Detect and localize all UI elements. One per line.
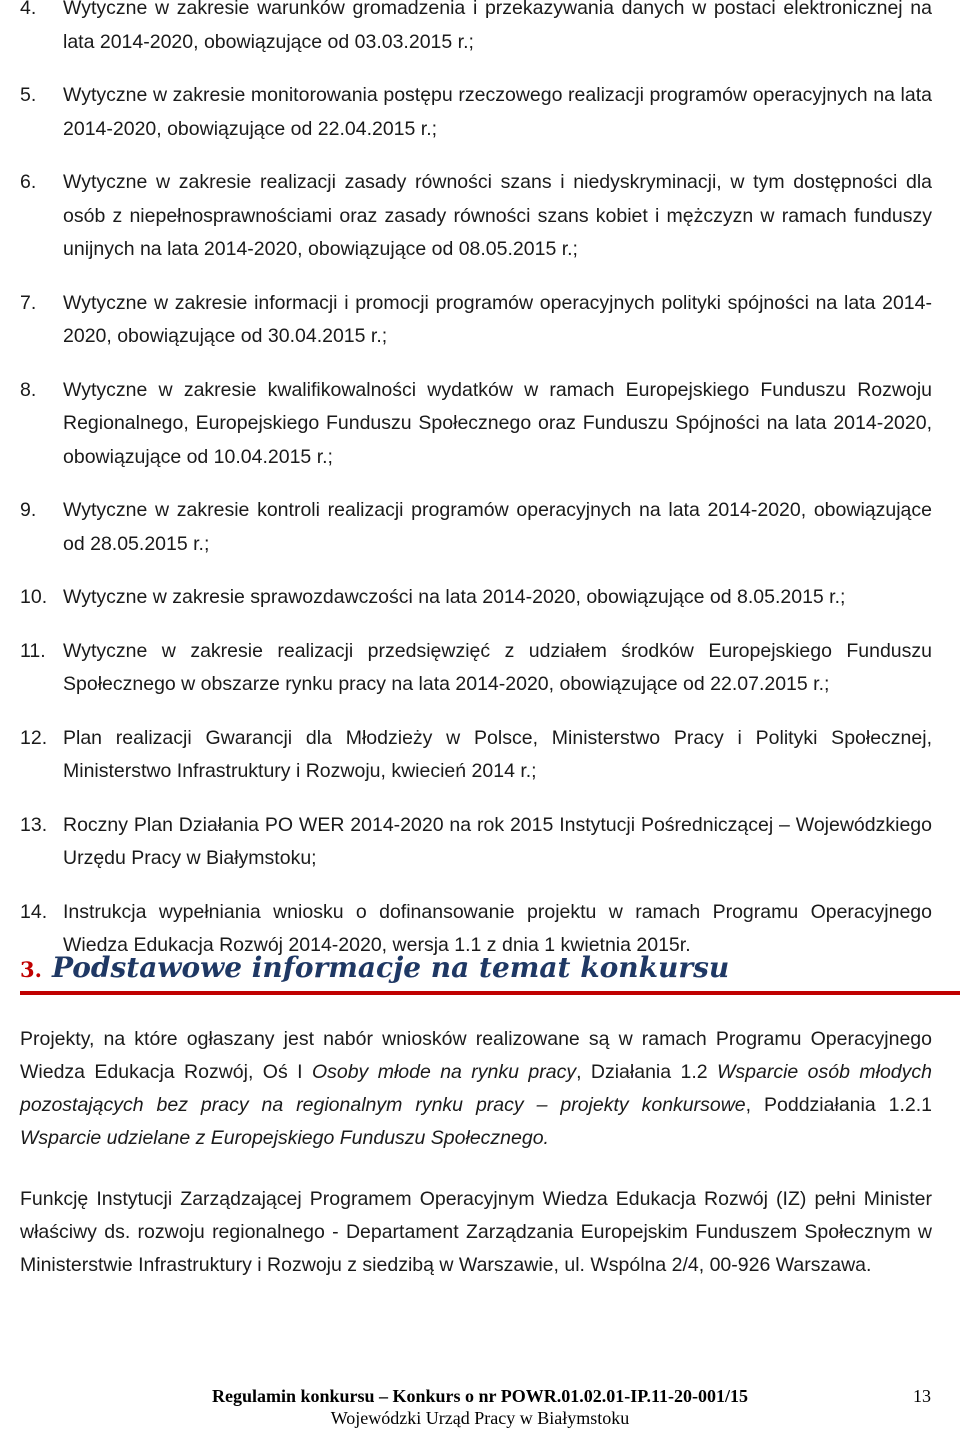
paragraph-text: Projekty, na które ogłaszany jest nabór wniosków realizowane są w ramach Programu Operacyjnego Wiedza Edukacja Rozwój, Oś I	[20, 1028, 932, 1083]
list-item-number: 14.	[20, 900, 48, 923]
section-number: 3.	[20, 957, 42, 982]
list-item-text: Wytyczne w zakresie kontroli realizacji programów operacyjnych na lata 2014-2020, obowiązujące od 28.05.2015 r.;	[63, 499, 932, 555]
list-item-text: Plan realizacji Gwarancji dla Młodzieży w Polsce, Ministerstwo Pracy i Polityki Społecznej, Ministerstwo Infrastruktury i Rozwoju, kwiecień 2014 r.;	[63, 726, 932, 782]
list-item-number: 6.	[20, 171, 37, 193]
list-item-number: 11.	[20, 639, 46, 662]
list-item-text: Wytyczne w zakresie informacji i promocji programów operacyjnych polityki spójności na lata 2014-2020, obowiązujące od 30.04.2015 r.;	[63, 291, 932, 347]
section-heading	[20, 946, 932, 992]
list-item	[20, 581, 932, 615]
list-item	[20, 287, 932, 354]
heading-underline	[20, 991, 960, 995]
list-item	[20, 809, 932, 876]
axis-name: Osoby młode na rynku pracy	[311, 1061, 577, 1083]
list-item	[20, 722, 932, 789]
list-item-text: Wytyczne w zakresie realizacji przedsięwzięć z udziałem środków Europejskiego Funduszu Społecznego w obszarze rynku pracy na lata 2014-2020, obowiązujące od 22.07.2015 r.;	[63, 639, 932, 695]
list-item-text: Wytyczne w zakresie warunków gromadzenia i przekazywania danych w postaci elektronicznej na lata 2014-2020, obowiązujące od 03.03.2015 r.;	[63, 0, 932, 53]
list-item	[20, 79, 932, 146]
list-item	[20, 166, 932, 267]
paragraph-text: , Działania 1.2	[576, 1061, 718, 1083]
list-item	[20, 374, 932, 475]
list-item-text: Roczny Plan Działania PO WER 2014-2020 na rok 2015 Instytucji Pośredniczącej – Wojewódzkiego Urzędu Pracy w Białymstoku;	[63, 813, 932, 869]
list-item-number: 12.	[20, 726, 48, 749]
list-item-number: 5.	[20, 84, 37, 106]
intro-paragraph	[20, 1023, 932, 1155]
page-number: 13	[913, 1386, 931, 1406]
list-item	[20, 635, 932, 702]
list-item	[20, 494, 932, 561]
list-item-number: 9.	[20, 499, 37, 521]
list-item-text: Instrukcja wypełniania wniosku o dofinansowanie projektu w ramach Programu Operacyjnego Wiedza Edukacja Rozwój 2014-2020, wersja 1.1 z dnia 1 kwietnia 2015r.	[63, 900, 932, 956]
guidelines-list	[20, 0, 932, 983]
measure-name: Wsparcie osób młodych pozostających bez pracy na regionalnym rynku pracy – projekty konkursowe	[20, 1061, 932, 1116]
paragraph-text: , Poddziałania 1.2.1	[745, 1094, 933, 1116]
list-item-text: Wytyczne w zakresie kwalifikowalności wydatków w ramach Europejskiego Funduszu Rozwoju Regionalnego, Europejskiego Funduszu Społecznego oraz Funduszu Spójności na lata 2014-2020, obowiązujące od 10.04.2015 r.;	[63, 378, 932, 468]
managing-authority-paragraph: Funkcję Instytucji Zarządzającej Programem Operacyjnym Wiedza Edukacja Rozwój (IZ) pełni Minister właściwy ds. rozwoju regionalnego - Departament Zarządzania Europejskim Funduszem Społecznym w Ministerstwie Infrastruktury i Rozwoju z siedzibą w Warszawie, ul. Wspólna 2/4, 00-926 Warszawa.	[20, 1188, 932, 1276]
list-item-text: Wytyczne w zakresie sprawozdawczości na lata 2014-2020, obowiązujące od 8.05.2015 r.;	[63, 586, 846, 608]
list-item-number: 8.	[20, 378, 37, 401]
submeasure-name: Wsparcie udzielane z Europejskiego Funduszu Społecznego.	[20, 1127, 549, 1149]
section-title: Podstawowe informacje na temat konkursu	[51, 951, 730, 984]
list-item	[20, 0, 932, 59]
footer-title: Regulamin konkursu – Konkurs o nr POWR.01.02.01-IP.11-20-001/15	[211, 1386, 749, 1406]
list-item-number: 7.	[20, 291, 37, 314]
list-item-text: Wytyczne w zakresie realizacji zasady równości szans i niedyskryminacji, w tym dostępności dla osób z niepełnosprawnościami oraz zasady równości szans kobiet i mężczyzn w ramach funduszy unijnych na lata 2014-2020, obowiązujące od 08.05.2015 r.;	[63, 171, 932, 260]
footer-organization: Wojewódzki Urząd Pracy w Białymstoku	[330, 1408, 630, 1428]
list-item-number: 4.	[20, 0, 37, 19]
list-item-text: Wytyczne w zakresie monitorowania postępu rzeczowego realizacji programów operacyjnych na lata 2014-2020, obowiązujące od 22.04.2015 r.;	[63, 84, 932, 140]
list-item-number: 13.	[20, 813, 48, 836]
list-item-number: 10.	[20, 586, 48, 608]
